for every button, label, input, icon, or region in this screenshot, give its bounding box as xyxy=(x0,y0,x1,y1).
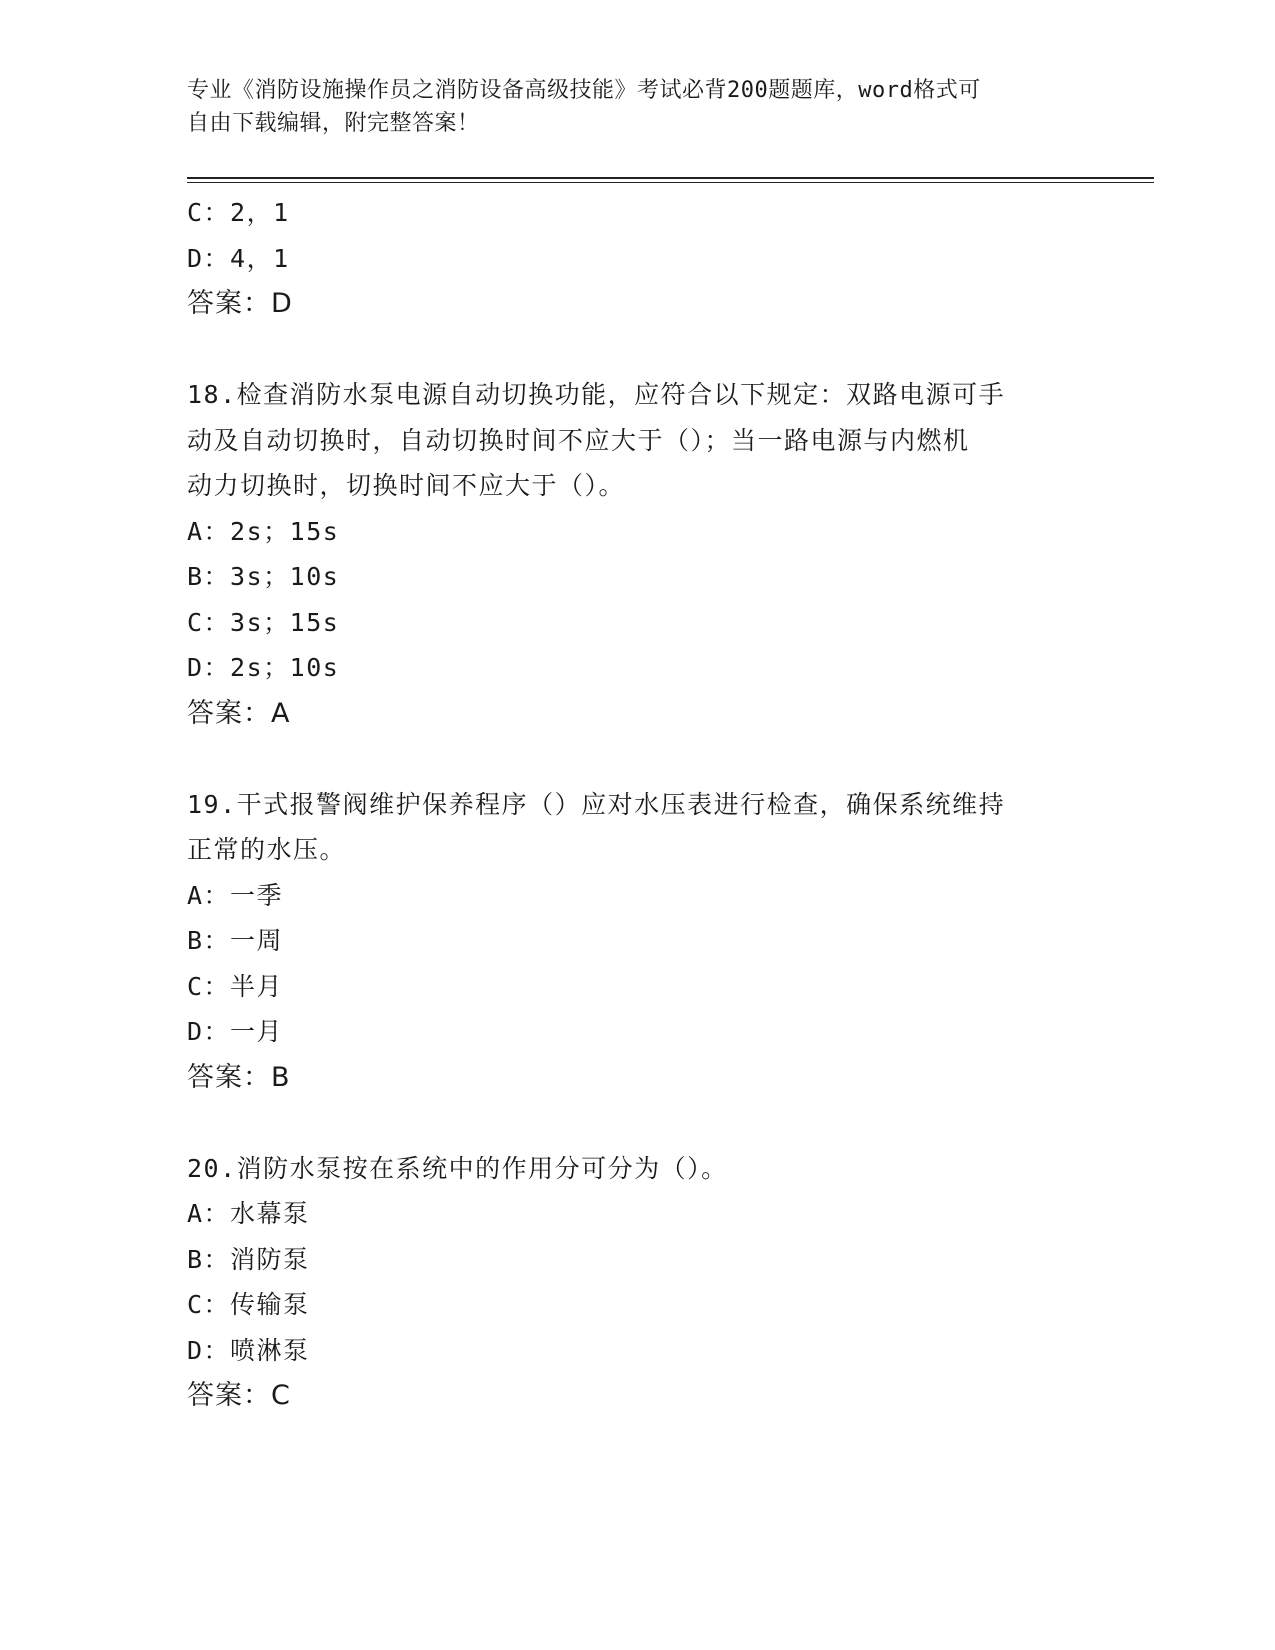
spacer xyxy=(187,327,1087,373)
document-header xyxy=(187,74,1067,140)
question-19-option-a: A：一季 xyxy=(187,880,284,910)
question-18-text-line-1: 18.检查消防水泵电源自动切换功能，应符合以下规定：双路电源可手 xyxy=(187,380,1006,409)
question-19-option-d: D：一月 xyxy=(187,1017,284,1046)
question-18-text-line-2: 动及自动切换时，自动切换时间不应大于（）；当一路电源与内燃机 xyxy=(187,425,970,455)
header-divider-thin xyxy=(187,182,1154,183)
question-19-text-line-2: 正常的水压。 xyxy=(187,835,347,864)
header-title-line-2: 自由下载编辑，附完整答案！ xyxy=(187,111,480,136)
question-18-text-line-3: 动力切换时，切换时间不应大于（）。 xyxy=(187,471,626,500)
question-19-text-line-1: 19.干式报警阀维护保养程序（）应对水压表进行检查，确保系统维持 xyxy=(187,789,1006,819)
question-20-option-c: C：传输泵 xyxy=(187,1290,310,1319)
question-20-answer: 答案：C xyxy=(187,1380,291,1411)
question-18-option-a: A：2s；15s xyxy=(187,516,340,546)
question-19-block xyxy=(187,782,1087,1101)
header-title-line-1: 专业《消防设施操作员之消防设备高级技能》考试必背200题题库，word格式可 xyxy=(187,78,981,103)
question-19-option-c: C：半月 xyxy=(187,971,284,1001)
question-19-option-b: B：一周 xyxy=(187,926,284,955)
question-17-block xyxy=(187,190,1087,327)
question-20-option-b: B：消防泵 xyxy=(187,1244,310,1274)
question-17-answer: 答案：D xyxy=(187,288,293,319)
question-list xyxy=(187,190,1087,1419)
question-17-option-c: C：2，1 xyxy=(187,198,290,227)
spacer xyxy=(187,736,1087,782)
question-20-text-line-1: 20.消防水泵按在系统中的作用分可分为（）。 xyxy=(187,1153,728,1183)
question-18-answer: 答案：A xyxy=(187,697,291,729)
question-18-option-b: B：3s；10s xyxy=(187,562,340,591)
header-divider-thick xyxy=(187,177,1154,179)
question-19-answer: 答案：B xyxy=(187,1061,291,1093)
question-20-block xyxy=(187,1146,1087,1419)
question-20-option-a: A：水幕泵 xyxy=(187,1199,310,1228)
spacer xyxy=(187,1100,1087,1146)
question-18-option-c: C：3s；15s xyxy=(187,607,340,637)
question-20-option-d: D：喷淋泵 xyxy=(187,1335,310,1365)
question-18-block xyxy=(187,372,1087,736)
question-17-option-d: D：4，1 xyxy=(187,243,290,273)
question-18-option-d: D：2s；10s xyxy=(187,653,340,682)
